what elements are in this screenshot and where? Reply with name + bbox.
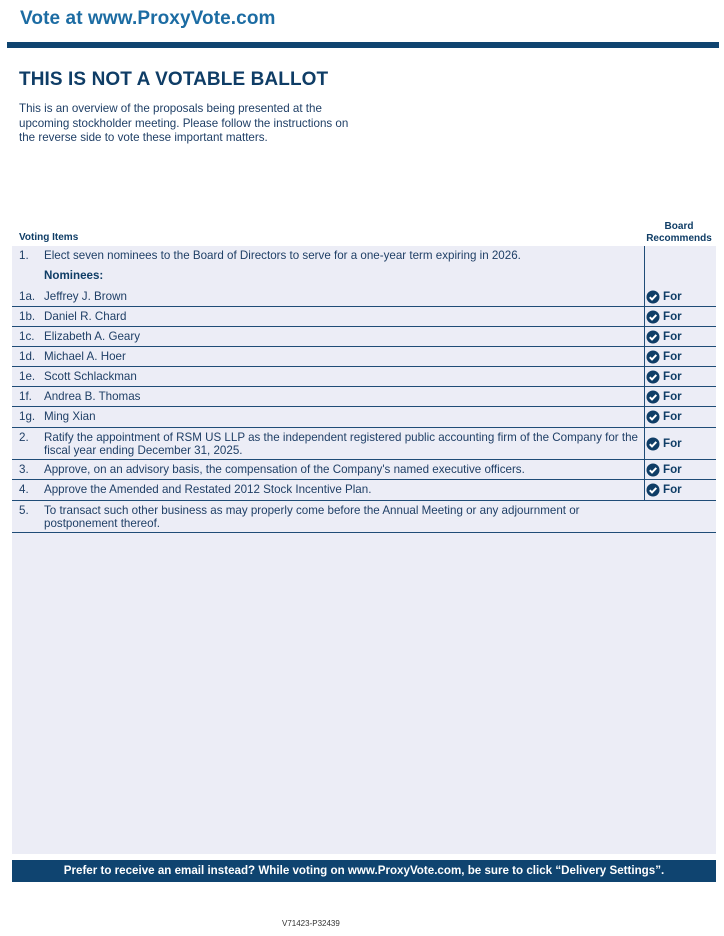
recommendation xyxy=(646,330,682,344)
check-circle-icon xyxy=(646,290,660,304)
item-text: Michael A. Hoer xyxy=(44,350,126,363)
item-number: 1f. xyxy=(19,390,32,403)
recommendation-label: For xyxy=(663,409,682,423)
recommendation-label: For xyxy=(663,329,682,343)
voting-items-header: Voting Items xyxy=(19,232,79,243)
item-number: 1c. xyxy=(19,330,35,343)
check-circle-icon xyxy=(646,463,660,477)
item-number: 1e. xyxy=(19,370,36,383)
recommendation-label: For xyxy=(663,349,682,363)
voting-item-row xyxy=(12,287,716,307)
recommendation-label: For xyxy=(663,462,682,476)
check-circle-icon xyxy=(646,350,660,364)
check-circle-icon xyxy=(646,390,660,404)
voting-item-row xyxy=(12,347,716,367)
item-text: Approve, on an advisory basis, the compensation of the Company's named executive officers. xyxy=(44,463,525,476)
recommendation-label: For xyxy=(663,482,682,496)
recommendation-label: For xyxy=(663,369,682,383)
delivery-settings-banner: Prefer to receive an email instead? While voting on www.ProxyVote.com, be sure to click “Delivery Settings”. xyxy=(12,860,716,882)
item-text: Approve the Amended and Restated 2012 Stock Incentive Plan. xyxy=(44,483,372,496)
item-number: 1a. xyxy=(19,290,36,303)
intro-text: This is an overview of the proposals being presented at the upcoming stockholder meeting. Please follow the instructions on the reverse side to vote these important matters. xyxy=(19,102,349,145)
board-recommends-line1: Board xyxy=(664,221,694,232)
item-text: Ming Xian xyxy=(44,410,96,423)
item-number: 3. xyxy=(19,463,29,476)
item-number: 1d. xyxy=(19,350,36,363)
voting-item-row xyxy=(12,480,716,501)
proxyvote-link[interactable]: Vote at www.ProxyVote.com xyxy=(20,8,276,29)
recommendation xyxy=(646,437,682,451)
recommendation xyxy=(646,410,682,424)
recommendation xyxy=(646,350,682,364)
item-text: Ratify the appointment of RSM US LLP as the independent registered public accounting firm of the Company for the fiscal year ending December 31, 2025. xyxy=(44,431,638,457)
check-circle-icon xyxy=(646,483,660,497)
voting-item-row xyxy=(12,387,716,407)
board-recommends-line2: Recommends xyxy=(646,232,712,244)
item-number: 5. xyxy=(19,504,29,517)
voting-item-row xyxy=(12,367,716,387)
page-title: THIS IS NOT A VOTABLE BALLOT xyxy=(19,69,329,90)
recommendation xyxy=(646,463,682,477)
recommendation-label: For xyxy=(663,289,682,303)
nominees-label: Nominees: xyxy=(44,269,104,282)
recommendation xyxy=(646,310,682,324)
item-number: 1b. xyxy=(19,310,36,323)
voting-item-row xyxy=(12,327,716,347)
check-circle-icon xyxy=(646,330,660,344)
item-number: 1. xyxy=(19,249,29,262)
item-number: 4. xyxy=(19,483,29,496)
item-text: Elizabeth A. Geary xyxy=(44,330,141,343)
voting-item-row xyxy=(12,501,716,533)
check-circle-icon xyxy=(646,437,660,451)
document-code: V71423-P32439 xyxy=(282,919,340,928)
item-text: To transact such other business as may properly come before the Annual Meeting or any adjournment or postponement thereof. xyxy=(44,504,580,530)
recommendation xyxy=(646,483,682,497)
check-circle-icon xyxy=(646,370,660,384)
item-number: 2. xyxy=(19,431,29,444)
top-divider-bar xyxy=(7,42,719,48)
check-circle-icon xyxy=(646,310,660,324)
recommendation xyxy=(646,370,682,384)
recommendation xyxy=(646,290,682,304)
check-circle-icon xyxy=(646,410,660,424)
item-text: Daniel R. Chard xyxy=(44,310,127,323)
nominees-label-row xyxy=(12,270,716,286)
recommendation-label: For xyxy=(663,389,682,403)
voting-item-row xyxy=(12,250,716,266)
item-number: 1g. xyxy=(19,410,36,423)
recommendation-label: For xyxy=(663,436,682,450)
voting-item-row xyxy=(12,428,716,460)
item-text: Scott Schlackman xyxy=(44,370,137,383)
voting-item-row xyxy=(12,307,716,327)
item-text: Jeffrey J. Brown xyxy=(44,290,127,303)
board-recommends-header xyxy=(640,221,718,244)
item-text: Andrea B. Thomas xyxy=(44,390,141,403)
recommendation-label: For xyxy=(663,309,682,323)
voting-item-row xyxy=(12,460,716,480)
item-text: Elect seven nominees to the Board of Directors to serve for a one-year term expiring in 2026. xyxy=(44,249,521,262)
recommendation xyxy=(646,390,682,404)
voting-item-row xyxy=(12,407,716,428)
